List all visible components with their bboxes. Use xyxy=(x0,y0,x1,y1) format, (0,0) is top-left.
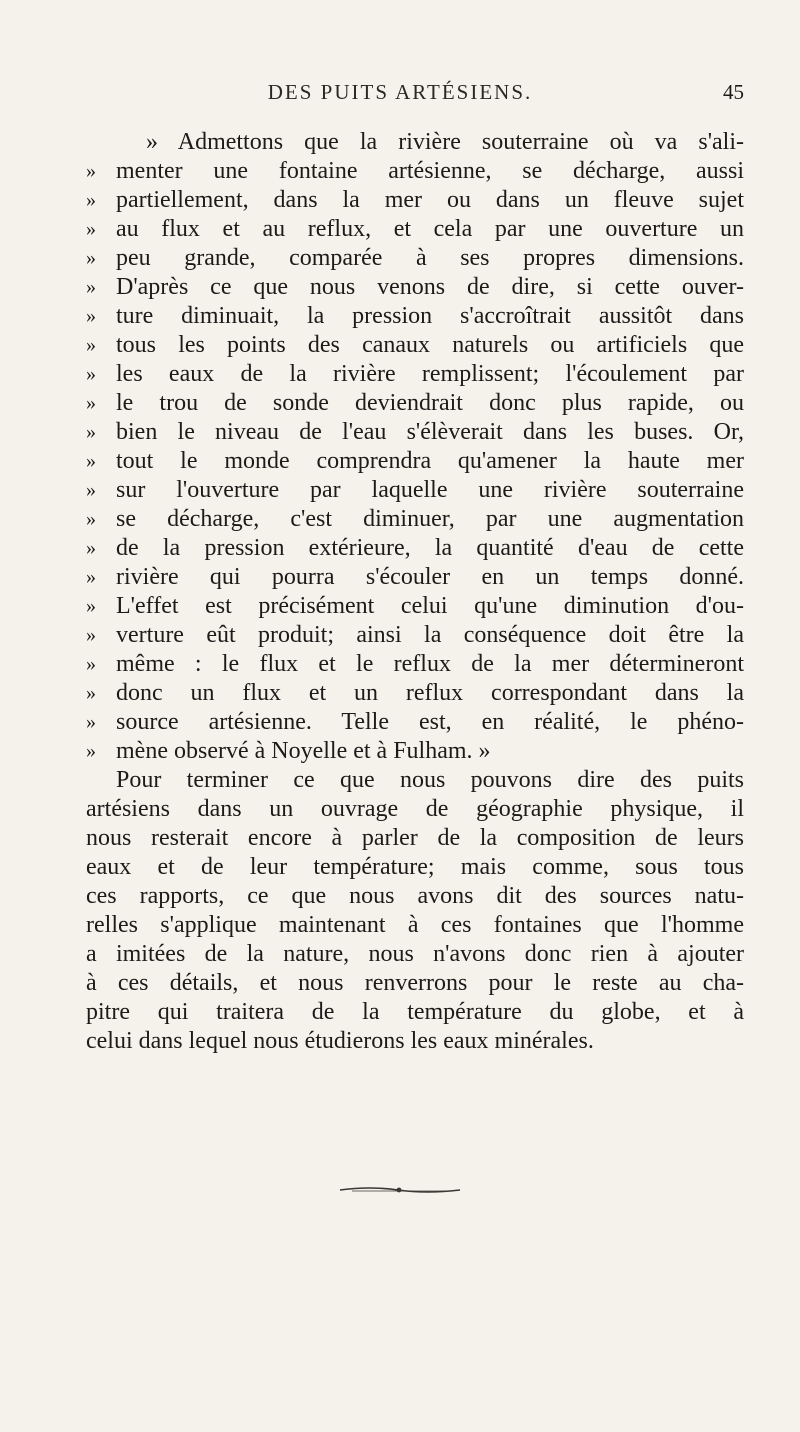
line-text: menter une fontaine artésienne, se décharge, aussi xyxy=(116,158,744,184)
line-text: au flux et au reflux, et cela par une ouverture un xyxy=(116,216,744,242)
line-text: nous resterait encore à parler de la composition de leurs xyxy=(86,825,744,851)
running-head: DES PUITS ARTÉSIENS. xyxy=(267,80,533,104)
text-line xyxy=(0,476,800,505)
text-line xyxy=(0,563,800,592)
guillemet-mark: » xyxy=(86,247,96,269)
line-text: les eaux de la rivière remplissent; l'écoulement par xyxy=(116,361,744,387)
text-line xyxy=(0,157,800,186)
line-text: ture diminuait, la pression s'accroîtrait aussitôt dans xyxy=(116,303,744,329)
line-text: celui dans lequel nous étudierons les eaux minérales. xyxy=(86,1028,594,1054)
guillemet-mark: » xyxy=(86,334,96,356)
text-line xyxy=(0,998,800,1027)
text-line xyxy=(0,795,800,824)
guillemet-mark: » xyxy=(86,392,96,414)
text-line xyxy=(0,331,800,360)
line-text: mène observé à Noyelle et à Fulham. » xyxy=(116,738,491,764)
guillemet-mark: » xyxy=(86,305,96,327)
text-line xyxy=(0,273,800,302)
guillemet-mark: » xyxy=(86,682,96,704)
line-text: de la pression extérieure, la quantité d'eau de cette xyxy=(116,535,744,561)
guillemet-mark: » xyxy=(86,624,96,646)
line-text: se décharge, c'est diminuer, par une augmentation xyxy=(116,506,744,532)
line-text: » Admettons que la rivière souterraine où va s'ali- xyxy=(146,129,744,155)
line-text: tous les points des canaux naturels ou artificiels que xyxy=(116,332,744,358)
text-line xyxy=(0,447,800,476)
line-text: Pour terminer ce que nous pouvons dire des puits xyxy=(116,767,744,793)
line-text: le trou de sonde deviendrait donc plus rapide, ou xyxy=(116,390,744,416)
line-text: rivière qui pourra s'écouler en un temps donné. xyxy=(116,564,744,590)
line-text: L'effet est précisément celui qu'une diminution d'ou- xyxy=(116,593,744,619)
guillemet-mark: » xyxy=(86,595,96,617)
end-ornament xyxy=(0,1182,800,1196)
ornament-rule-icon xyxy=(0,1183,800,1197)
line-text: peu grande, comparée à ses propres dimensions. xyxy=(116,245,744,271)
text-line xyxy=(0,418,800,447)
text-line xyxy=(0,882,800,911)
line-text: verture eût produit; ainsi la conséquence doit être la xyxy=(116,622,744,648)
line-text: bien le niveau de l'eau s'élèverait dans les buses. Or, xyxy=(116,419,744,445)
text-line xyxy=(0,911,800,940)
text-line xyxy=(0,389,800,418)
page-header xyxy=(0,80,800,110)
guillemet-mark: » xyxy=(86,218,96,240)
text-line xyxy=(0,534,800,563)
line-text: pitre qui traitera de la température du globe, et à xyxy=(86,999,744,1025)
line-text: D'après ce que nous venons de dire, si cette ouver- xyxy=(116,274,744,300)
page-number: 45 xyxy=(723,80,744,104)
line-text: source artésienne. Telle est, en réalité, le phéno- xyxy=(116,709,744,735)
text-line xyxy=(0,186,800,215)
text-line xyxy=(0,824,800,853)
guillemet-mark: » xyxy=(86,421,96,443)
guillemet-mark: » xyxy=(86,508,96,530)
text-line xyxy=(0,244,800,273)
guillemet-mark: » xyxy=(86,189,96,211)
guillemet-mark: » xyxy=(86,740,96,762)
guillemet-mark: » xyxy=(86,711,96,733)
line-text: même : le flux et le reflux de la mer détermineront xyxy=(116,651,744,677)
guillemet-mark: » xyxy=(86,160,96,182)
text-line xyxy=(0,940,800,969)
text-line xyxy=(0,650,800,679)
closing-paragraph xyxy=(0,766,800,1056)
guillemet-mark: » xyxy=(86,566,96,588)
text-line xyxy=(0,1027,800,1056)
line-text: partiellement, dans la mer ou dans un fleuve sujet xyxy=(116,187,744,213)
text-line xyxy=(0,621,800,650)
guillemet-mark: » xyxy=(86,479,96,501)
guillemet-mark: » xyxy=(86,450,96,472)
line-text: ces rapports, ce que nous avons dit des sources natu- xyxy=(86,883,744,909)
text-line xyxy=(0,766,800,795)
guillemet-mark: » xyxy=(86,653,96,675)
line-text: à ces détails, et nous renverrons pour le reste au cha- xyxy=(86,970,744,996)
body-text xyxy=(0,128,800,1056)
text-line xyxy=(0,969,800,998)
line-text: artésiens dans un ouvrage de géographie physique, il xyxy=(86,796,744,822)
quoted-passage xyxy=(0,128,800,766)
text-line xyxy=(0,215,800,244)
line-text: eaux et de leur température; mais comme, sous tous xyxy=(86,854,744,880)
text-line xyxy=(0,737,800,766)
text-line xyxy=(0,679,800,708)
line-text: donc un flux et un reflux correspondant dans la xyxy=(116,680,744,706)
guillemet-mark: » xyxy=(86,537,96,559)
text-line xyxy=(0,708,800,737)
text-line xyxy=(0,505,800,534)
line-text: relles s'applique maintenant à ces fontaines que l'homme xyxy=(86,912,744,938)
text-line xyxy=(0,853,800,882)
text-line xyxy=(0,360,800,389)
text-line xyxy=(0,302,800,331)
line-text: a imitées de la nature, nous n'avons donc rien à ajouter xyxy=(86,941,744,967)
guillemet-mark: » xyxy=(86,276,96,298)
guillemet-mark: » xyxy=(86,363,96,385)
line-text: tout le monde comprendra qu'amener la haute mer xyxy=(116,448,744,474)
line-text: sur l'ouverture par laquelle une rivière souterraine xyxy=(116,477,744,503)
text-line xyxy=(0,128,800,157)
text-line xyxy=(0,592,800,621)
